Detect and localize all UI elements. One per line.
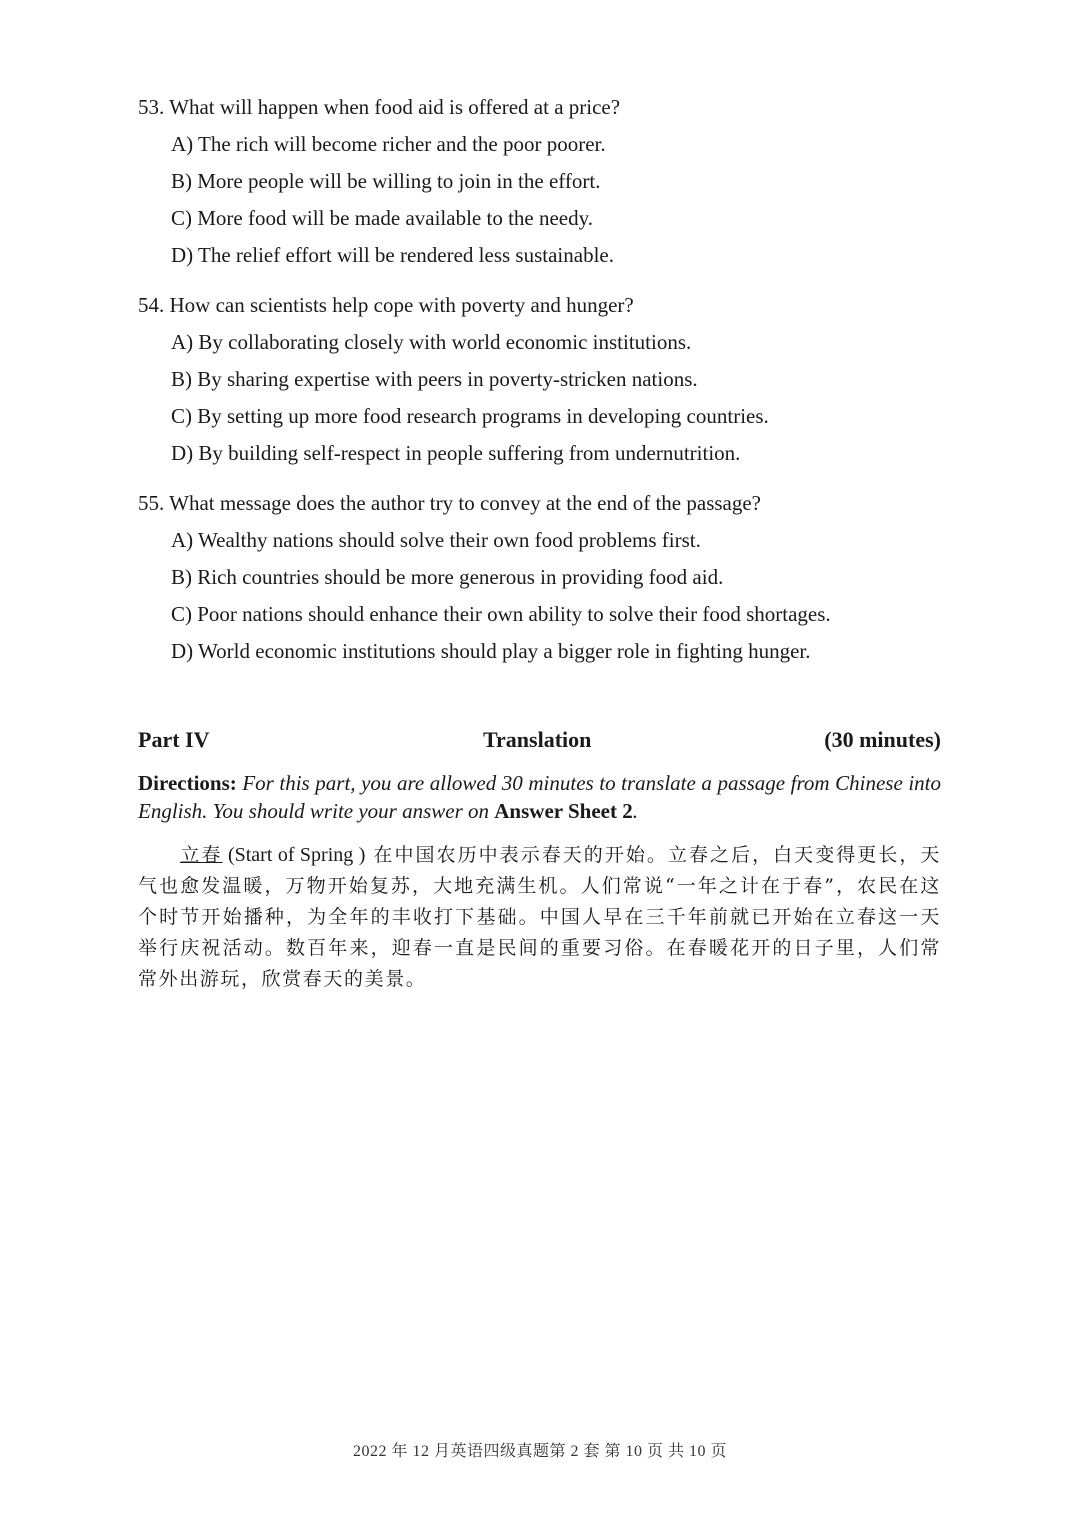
question-stem: 54. How can scientists help cope with poverty and hunger? [138, 293, 634, 317]
part-header [138, 723, 941, 759]
answer-option: B) By sharing expertise with peers in poverty-stricken nations. [171, 367, 698, 391]
part-label: Part IV [138, 727, 210, 752]
directions-label: Directions: [138, 771, 237, 795]
question-stem: 53. What will happen when food aid is offered at a price? [138, 95, 621, 119]
answer-option: D) By building self-respect in people suffering from undernutrition. [171, 441, 741, 465]
answer-sheet-ref: Answer Sheet 2 [494, 799, 633, 823]
directions-text: For this part, you are allowed 30 minutes to translate a passage from Chinese into English. You should write your answer on [138, 771, 941, 823]
question-stem: 55. What message does the author try to convey at the end of the passage? [138, 491, 761, 515]
answer-option: B) Rich countries should be more generous in providing food aid. [171, 565, 724, 589]
answer-option: C) More food will be made available to the needy. [171, 206, 593, 230]
answer-option: D) World economic institutions should play a bigger role in fighting hunger. [171, 639, 811, 663]
question-53 [138, 89, 958, 274]
answer-option: C) By setting up more food research programs in developing countries. [171, 404, 769, 428]
passage-term-english: (Start of Spring ) [222, 844, 366, 866]
answer-option: A) Wealthy nations should solve their own food problems first. [171, 528, 701, 552]
part-time-limit: (30 minutes) [824, 727, 941, 752]
directions [138, 769, 941, 825]
page-footer: 2022 年 12 月英语四级真题第 2 套 第 10 页 共 10 页 [352, 1443, 727, 1460]
directions-end: . [632, 799, 638, 823]
answer-option: A) The rich will become richer and the poor poorer. [171, 132, 606, 156]
question-55 [138, 485, 958, 670]
passage-term: 立春 [180, 844, 223, 866]
answer-option: B) More people will be willing to join in the effort. [171, 169, 601, 193]
question-54 [138, 287, 958, 472]
translation-passage [138, 840, 941, 995]
answer-option: C) Poor nations should enhance their own ability to solve their food shortages. [171, 602, 831, 626]
answer-option: A) By collaborating closely with world economic institutions. [171, 330, 692, 354]
answer-option: D) The relief effort will be rendered less sustainable. [171, 243, 614, 267]
passage-body: 在中国农历中表示春天的开始。立春之后，白天变得更长，天气也愈发温暖，万物开始复苏，大地充满生机。人们常说“一年之计在于春”，农民在这个时节开始播种，为全年的丰收打下基础。中国人早在三千年前就已开始在立春这一天举行庆祝活动。数百年来，迎春一直是民间的重要习俗。在春暖花开的日子里，人们常常外出游玩，欣赏春天的美景。 [138, 844, 942, 990]
part-title: Translation [483, 727, 592, 752]
